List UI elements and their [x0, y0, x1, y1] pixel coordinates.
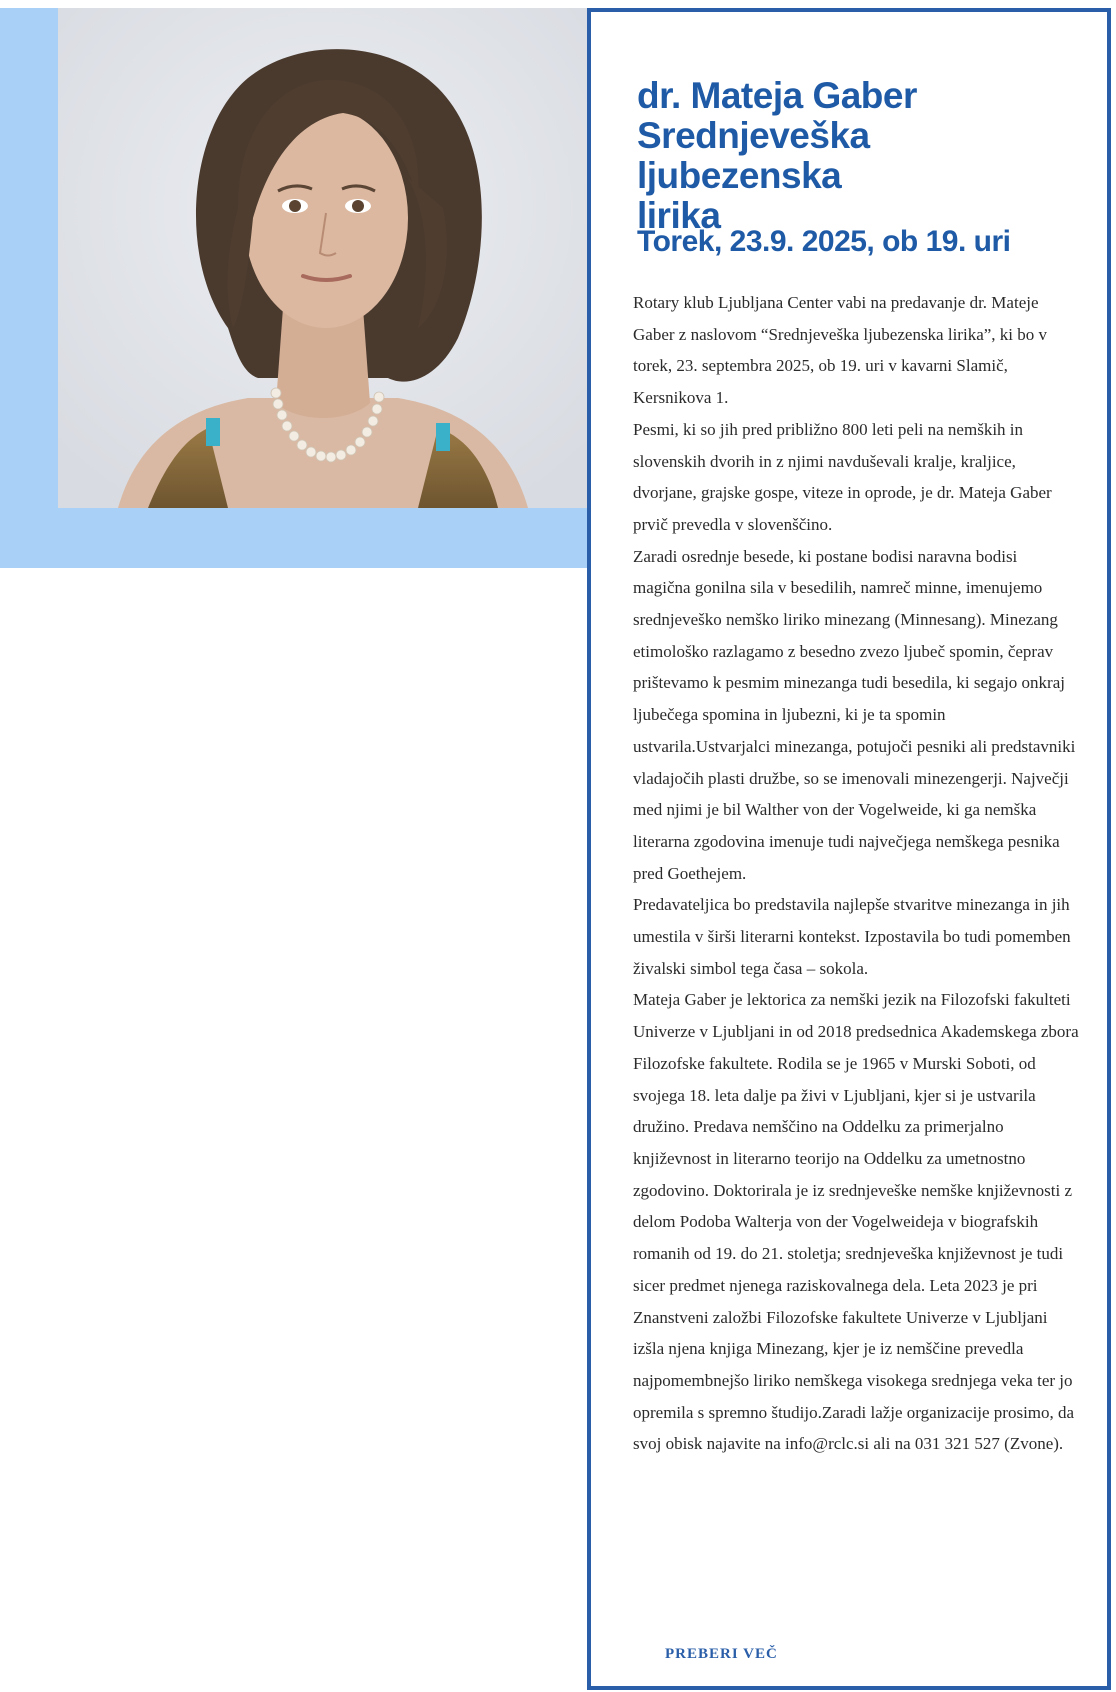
paragraph-minnesang: Zaradi osrednje besede, ki postane bodisi naravna bodisi magična gonilna sila v besedilih, namreč minne, imenujemo srednjeveško nemško liriko minezang (Minnesang). Minezang etimološko razlagamo z besedno zvezo ljubeč spomin, čeprav prištevamo k pesmim minezanga tudi besedila, ki segajo onkraj ljubečega spomina in ljubezni, ki je ta spomin ustvarila.Ustvarjalci minezanga, potujoči pesniki ali predstavniki vladajočih plasti družbe, so se imenovali minezengerji. Največji med njimi je bil Walther von der Vogelweide, ki ga nemška literarna zgodovina imenuje tudi največjega nemškega pesnika pred Goethejem.	[633, 546, 1076, 883]
event-date: Torek, 23.9. 2025, ob 19. uri	[637, 225, 1011, 258]
title-line-topic: Srednjeveška ljubezenska	[637, 115, 870, 196]
event-description	[633, 287, 1079, 1460]
read-more-link[interactable]: PREBERI VEČ	[665, 1646, 778, 1662]
paragraph-invitation: Rotary klub Ljubljana Center vabi na predavanje dr. Mateje Gaber z naslovom “Srednjeveška ljubezenska lirika”, ki bo v torek, 23. septembra 2025, ob 19. uri v kavarni Slamič, Kersnikova 1.	[633, 293, 1048, 408]
paragraph-biography: Mateja Gaber je lektorica za nemški jezik na Filozofski fakulteti Univerze v Ljubljani in od 2018 predsednica Akademskega zbora Filozofske fakultete. Rodila se je 1965 v Murski Soboti, od svojega 18. leta dalje pa živi v Ljubljani, kjer si je ustvarila družino. Predava nemščino na Oddelku za primerjalno književnost in literarno teorijo na Oddelku za umetnostno zgodovino. Doktorirala je iz srednjeveške nemške književnosti z delom Podoba Walterja von der Vogelweideja v biografskih romanih od 19. do 21. stoletja; srednjeveška književnost je tudi sicer predmet njenega raziskovalnega dela. Leta 2023 je pri Znanstveni založbi Filozofske fakultete Univerze v Ljubljani izšla njena knjiga Minezang, kjer je iz nemščine prevedla najpomembnejšo liriko nemškega visokega srednjega veka ter jo opremila s spremno študijo.Zaradi lažje organizacije prosimo, da svoj obisk najavite na info@rclc.si ali na 031 321 527 (Zvone).	[633, 990, 1079, 1454]
title-line-speaker: dr. Mateja Gaber	[637, 75, 917, 116]
speaker-portrait-photo	[58, 8, 590, 508]
paragraph-songs: Pesmi, ki so jih pred približno 800 leti peli na nemških in slovenskih dvorih in z njimi navduševali kralje, kraljice, dvorjane, grajske gospe, viteze in oprode, je dr. Mateja Gaber prvič prevedla v slovenščino.	[633, 419, 1052, 534]
event-card	[587, 8, 1111, 1690]
paragraph-lecture: Predavateljica bo predstavila najlepše stvaritve minezanga in jih umestila v širši literarni kontekst. Izpostavila bo tudi pomemben živalski simbol tega časa – sokola.	[633, 895, 1071, 978]
title-line-topic-end: lirika	[637, 195, 721, 236]
event-title	[637, 76, 1077, 236]
